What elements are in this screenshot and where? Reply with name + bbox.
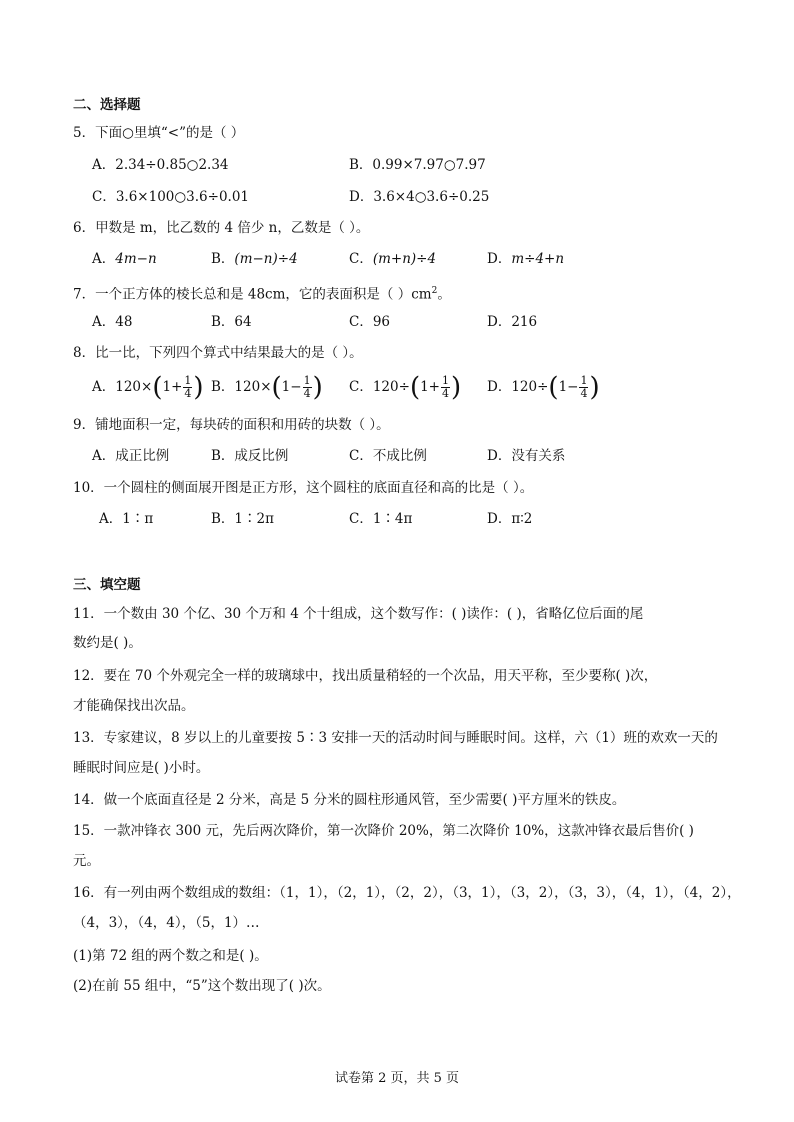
question-14-line-1: 14．做一个底面直径是 2 分米，高是 5 分米的圆柱形通风管，至少需要( )平方厘米的铁皮。 [73, 792, 626, 808]
q10-option-b: B．1∶2π [211, 511, 274, 527]
q7-option-d: D．216 [487, 314, 538, 330]
q10-option-d: D．π∶2 [487, 511, 533, 527]
question-7-stem: 7．一个正方体的棱长总和是 48cm，它的表面积是（ ）$cm^2$。 [73, 286, 451, 303]
q7-option-a: A．48 [92, 314, 133, 330]
question-10-stem: 10．一个圆柱的侧面展开图是正方形，这个圆柱的底面直径和高的比是（ ）。 [73, 480, 534, 496]
q9-option-c: C．不成比例 [349, 448, 427, 464]
question-12-line-1: 12．要在 70 个外观完全一样的玻璃球中，找出质量稍轻的一个次品，用天平称，至少要称( )次， [73, 668, 658, 684]
q7-option-b: B．64 [211, 314, 252, 330]
question-16-sub-1: (1)第 72 组的两个数之和是( )。 [73, 948, 268, 964]
question-15-line-2: 元。 [73, 853, 100, 869]
q7-option-c: C．96 [349, 314, 391, 330]
q6-option-c: C．(m+n)÷4 [349, 251, 437, 267]
q5-option-b: B．0.99×7.97○7.97 [349, 157, 486, 173]
question-5-stem: 5．下面○里填“<”的是（ ） [73, 125, 245, 141]
q6-option-b: B．(m−n)÷4 [211, 251, 298, 267]
q8-option-a: A．120×(1+ $\frac{1}{4}$ ) [92, 372, 204, 403]
q9-option-a: A．成正比例 [92, 448, 170, 464]
q8-option-d: D．120÷(1− $\frac{1}{4}$ ) [487, 372, 600, 403]
q5-option-c: C．3.6×100○3.6÷0.01 [92, 189, 249, 205]
q5-option-a: A．2.34÷0.85○2.34 [92, 157, 229, 173]
question-11-line-2: 数约是( )。 [73, 635, 142, 651]
section-title-choice: 二、选择题 [73, 97, 141, 113]
question-12-line-2: 才能确保找出次品。 [73, 698, 195, 714]
q9-option-b: B．成反比例 [211, 448, 289, 464]
question-16-line-1: 16．有一列由两个数组成的数组：（1，1），（2，1），（2，2），（3，1），（3，2），（3，3），（4，1），（4，2）， [73, 885, 741, 901]
question-11-line-1: 11．一个数由 30 个亿、30 个万和 4 个十组成，这个数写作：( )读作：( )，省略亿位后面的尾 [73, 606, 644, 622]
question-8-stem: 8．比一比，下列四个算式中结果最大的是（ ）。 [73, 345, 363, 361]
q8-option-b: B．120×(1− $\frac{1}{4}$ ) [211, 372, 323, 403]
q8-option-c: C．120÷(1+ $\frac{1}{4}$ ) [349, 372, 462, 403]
question-9-stem: 9．铺地面积一定，每块砖的面积和用砖的块数（ ）。 [73, 417, 390, 433]
q10-option-c: C．1∶4π [349, 511, 413, 527]
question-16-line-2: （4，3），（4，4），（5，1）… [73, 915, 260, 931]
q6-option-a: A．4m−n [92, 251, 157, 267]
q5-option-d: D．3.6×4○3.6÷0.25 [349, 189, 490, 205]
section-title-fill: 三、填空题 [73, 577, 141, 593]
question-15-line-1: 15．一款冲锋衣 300 元，先后两次降价，第一次降价 20%，第二次降价 10%，这款冲锋衣最后售价( ) [73, 823, 694, 839]
q6-option-d: D．m÷4+n [487, 251, 565, 267]
page-footer: 试卷第 2 页，共 5 页 [334, 1071, 460, 1086]
q9-option-d: D．没有关系 [487, 448, 566, 464]
question-13-line-2: 睡眠时间应是( )小时。 [73, 760, 210, 776]
q10-option-a: A．1∶π [99, 511, 154, 527]
question-13-line-1: 13．专家建议，8 岁以上的儿童要按 5∶3 安排一天的活动时间与睡眠时间。这样，六（1）班的欢欢一天的 [73, 730, 718, 746]
question-16-sub-2: (2)在前 55 组中，“5”这个数出现了( )次。 [73, 978, 331, 994]
question-6-stem: 6．甲数是 m，比乙数的 4 倍少 n，乙数是（ ）。 [73, 220, 370, 236]
